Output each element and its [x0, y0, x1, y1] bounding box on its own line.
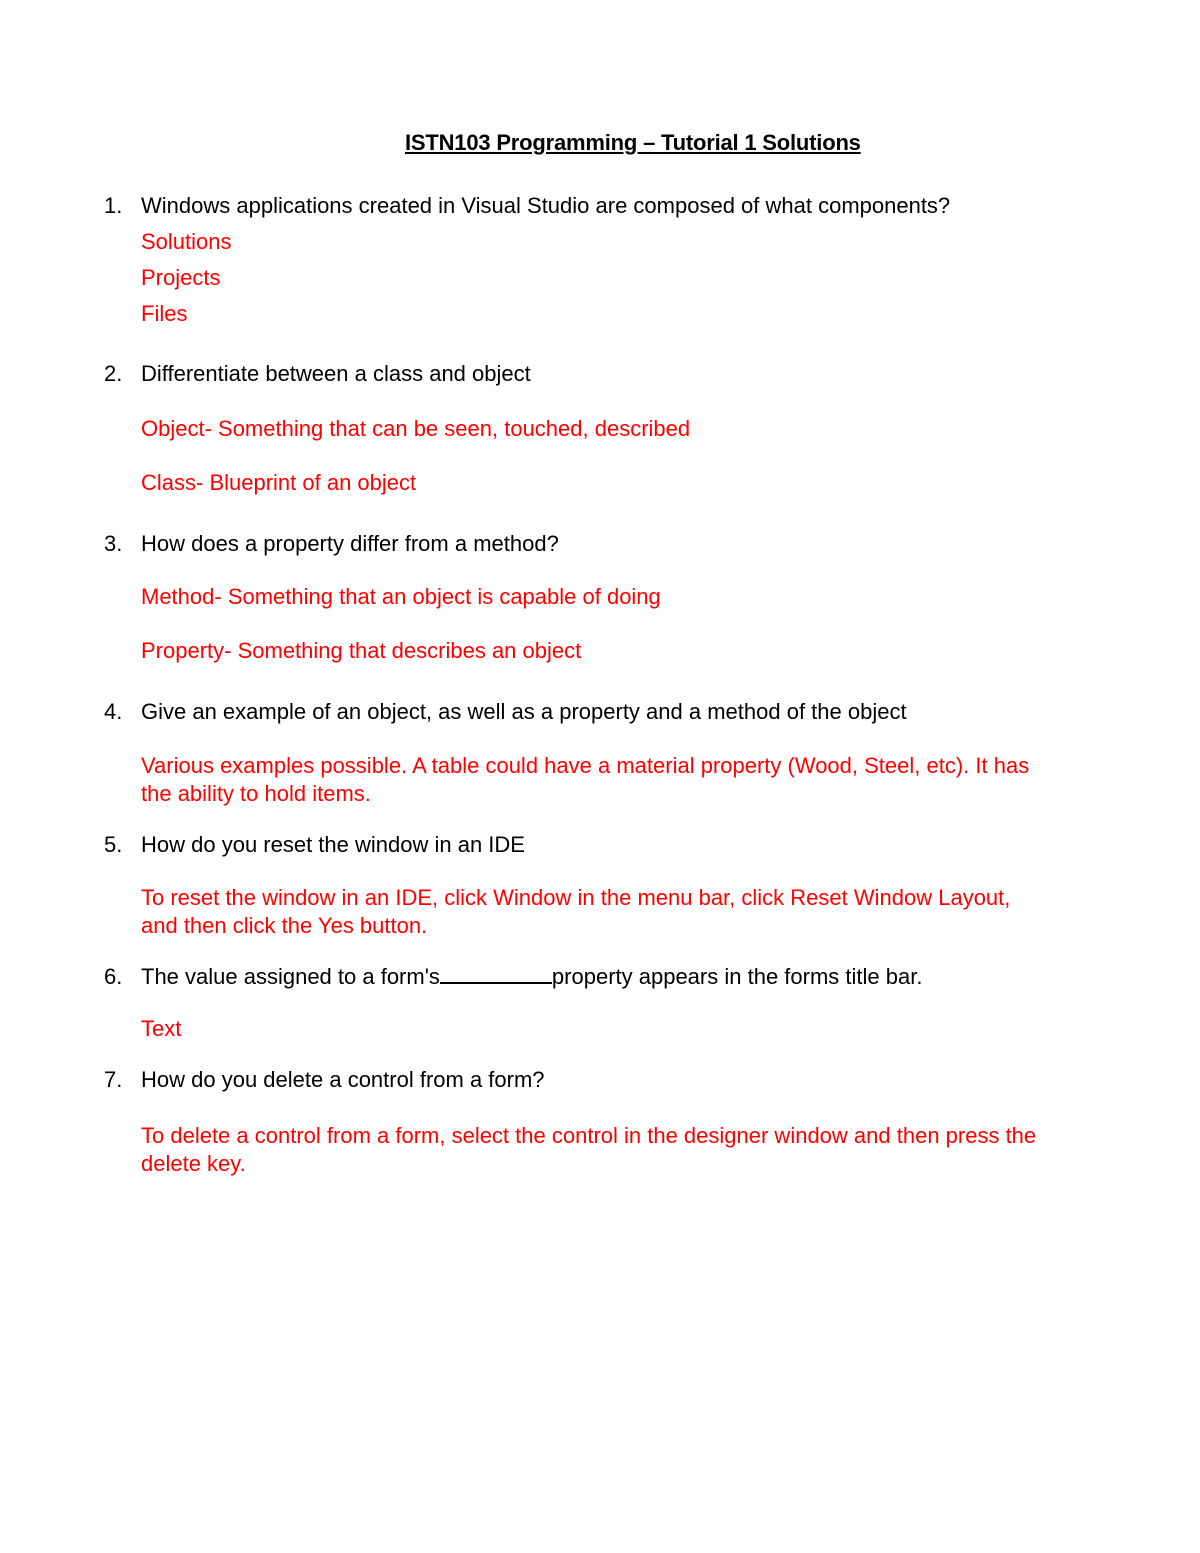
answer-1-3: Files	[141, 301, 188, 326]
question-text: Give an example of an object, as well as a property and a method of the object	[141, 699, 907, 724]
answer-1-2: Projects	[141, 265, 221, 290]
question-number: 3.	[104, 531, 123, 556]
answer-1-1: Solutions	[141, 229, 232, 254]
question-2	[104, 360, 531, 388]
question-text-before-blank: The value assigned to a form's	[141, 964, 440, 989]
question-5	[104, 831, 525, 859]
question-number: 7.	[104, 1067, 123, 1092]
question-3	[104, 530, 559, 558]
answer-3-1: Method- Something that an object is capable of doing	[141, 584, 661, 609]
question-number: 2.	[104, 361, 123, 386]
answer-3-2: Property- Something that describes an object	[141, 638, 582, 663]
answer-2-1: Object- Something that can be seen, touched, described	[141, 416, 691, 441]
answer-7-1: To delete a control from a form, select the control in the designer window and then press the delete key.	[141, 1123, 1037, 1176]
question-number: 4.	[104, 699, 123, 724]
answer-6-1: Text	[141, 1016, 182, 1041]
question-7	[104, 1066, 545, 1094]
question-number: 6.	[104, 964, 123, 989]
question-4	[104, 698, 907, 726]
fill-in-blank	[440, 962, 552, 984]
question-text: Windows applications created in Visual Studio are composed of what components?	[141, 193, 951, 218]
question-1	[104, 192, 950, 220]
question-number: 5.	[104, 832, 123, 857]
question-text: How does a property differ from a method?	[141, 531, 559, 556]
answer-5-1: To reset the window in an IDE, click Window in the menu bar, click Reset Window Layout, and then click the Yes button.	[141, 885, 1011, 938]
question-text: Differentiate between a class and object	[141, 361, 531, 386]
answer-2-2: Class- Blueprint of an object	[141, 470, 417, 495]
question-number: 1.	[104, 193, 123, 218]
question-text-after-blank: property appears in the forms title bar.	[551, 964, 923, 989]
document-title: ISTN103 Programming – Tutorial 1 Solutions	[405, 130, 861, 155]
question-text: How do you delete a control from a form?	[141, 1067, 545, 1092]
question-text: How do you reset the window in an IDE	[141, 832, 525, 857]
answer-4-1: Various examples possible. A table could have a material property (Wood, Steel, etc). It has the ability to hold items.	[141, 753, 1030, 806]
question-6	[104, 962, 922, 991]
